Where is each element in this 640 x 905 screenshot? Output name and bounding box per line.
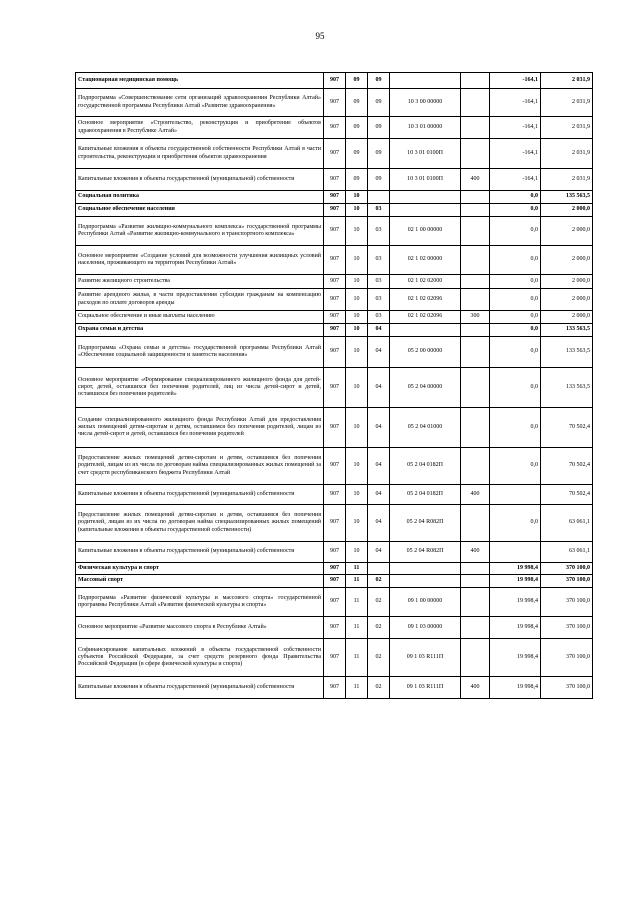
row-change-amount: -164,1: [490, 89, 541, 117]
row-subsection-code: 09: [368, 139, 390, 169]
row-change-amount: 0,0: [490, 408, 541, 448]
row-change-amount: -164,1: [490, 117, 541, 139]
row-total-amount: 370 100,0: [541, 588, 593, 617]
row-expense-type: [461, 117, 490, 139]
row-expense-type: [461, 204, 490, 217]
row-change-amount: -164,1: [490, 169, 541, 191]
row-section-code: 10: [346, 448, 368, 485]
row-section-code: 11: [346, 677, 368, 699]
row-subsection-code: 09: [368, 73, 390, 89]
row-expense-type: 300: [461, 311, 490, 324]
row-change-amount: 19 998,4: [490, 617, 541, 639]
row-subsection-code: 04: [368, 408, 390, 448]
row-total-amount: 63 061,1: [541, 505, 593, 542]
row-change-amount: -164,1: [490, 73, 541, 89]
row-target-code: 05 2 04 R082П: [390, 505, 461, 542]
row-target-code: 09 1 03 R111П: [390, 677, 461, 699]
row-target-code: [390, 575, 461, 588]
row-subsection-code: 02: [368, 677, 390, 699]
table-row: [76, 311, 593, 324]
row-subsection-code: 04: [368, 542, 390, 563]
row-ved-code: 907: [324, 169, 346, 191]
row-target-code: 02 1 02 02000: [390, 275, 461, 289]
row-change-amount: 0,0: [490, 448, 541, 485]
row-change-amount: 0,0: [490, 368, 541, 408]
row-ved-code: 907: [324, 324, 346, 337]
table-row: [76, 204, 593, 217]
row-subsection-code: 09: [368, 117, 390, 139]
row-target-code: 10 3 01 0100П: [390, 139, 461, 169]
row-name: Капитальные вложения в объекты государственной собственности Республики Алтай в части строительства, реконструкции и приобретения объектов здравоохранения: [76, 139, 324, 169]
row-change-amount: 0,0: [490, 289, 541, 311]
row-name: Социальное обеспечение и иные выплаты населению: [76, 311, 324, 324]
row-section-code: 10: [346, 324, 368, 337]
row-target-code: 05 2 00 00000: [390, 337, 461, 368]
table-row: [76, 73, 593, 89]
row-expense-type: [461, 246, 490, 275]
row-total-amount: 2 000,0: [541, 217, 593, 246]
row-name: Капитальные вложения в объекты государственной (муниципальной) собственности: [76, 542, 324, 563]
table-row: [76, 617, 593, 639]
row-change-amount: [490, 485, 541, 505]
table-row: [76, 588, 593, 617]
row-name: Охрана семьи и детства: [76, 324, 324, 337]
row-target-code: [390, 563, 461, 575]
row-subsection-code: 04: [368, 448, 390, 485]
row-ved-code: 907: [324, 337, 346, 368]
row-ved-code: 907: [324, 139, 346, 169]
row-subsection-code: 03: [368, 246, 390, 275]
row-change-amount: 19 998,4: [490, 575, 541, 588]
row-total-amount: 70 502,4: [541, 485, 593, 505]
row-section-code: 10: [346, 275, 368, 289]
table-row: [76, 563, 593, 575]
row-subsection-code: 03: [368, 217, 390, 246]
row-change-amount: 19 998,4: [490, 677, 541, 699]
row-target-code: 05 2 04 00000: [390, 368, 461, 408]
row-expense-type: [461, 337, 490, 368]
row-change-amount: 0,0: [490, 275, 541, 289]
row-name: Капитальные вложения в объекты государственной (муниципальной) собственности: [76, 677, 324, 699]
table-row: [76, 117, 593, 139]
row-section-code: 10: [346, 337, 368, 368]
row-section-code: 09: [346, 73, 368, 89]
row-section-code: 10: [346, 217, 368, 246]
table-row: [76, 289, 593, 311]
row-ved-code: 907: [324, 117, 346, 139]
row-section-code: 11: [346, 563, 368, 575]
row-total-amount: 370 100,0: [541, 563, 593, 575]
row-total-amount: 133 563,5: [541, 337, 593, 368]
row-section-code: 11: [346, 617, 368, 639]
row-expense-type: [461, 89, 490, 117]
row-section-code: 10: [346, 311, 368, 324]
row-expense-type: [461, 217, 490, 246]
table-row: [76, 408, 593, 448]
row-subsection-code: 03: [368, 275, 390, 289]
row-subsection-code: 04: [368, 485, 390, 505]
row-expense-type: [461, 275, 490, 289]
row-change-amount: 0,0: [490, 311, 541, 324]
row-expense-type: 400: [461, 677, 490, 699]
row-section-code: 10: [346, 542, 368, 563]
row-section-code: 10: [346, 505, 368, 542]
row-total-amount: 70 502,4: [541, 408, 593, 448]
row-subsection-code: 09: [368, 169, 390, 191]
row-subsection-code: 02: [368, 639, 390, 677]
row-name: Основное мероприятие «Строительство, реконструкция и приобретение объектов здравоохранения в Республике Алтай»: [76, 117, 324, 139]
row-total-amount: 370 100,0: [541, 575, 593, 588]
row-name: Подпрограмма «Охрана семьи и детства» государственной программы Республики Алтай «Обеспечение социальной защищенности и занятости населения»: [76, 337, 324, 368]
table-row: [76, 505, 593, 542]
row-change-amount: 0,0: [490, 191, 541, 204]
row-total-amount: 2 031,9: [541, 73, 593, 89]
row-name: Стационарная медицинская помощь: [76, 73, 324, 89]
row-expense-type: [461, 289, 490, 311]
row-name: Капитальные вложения в объекты государственной (муниципальной) собственности: [76, 169, 324, 191]
row-total-amount: 370 100,0: [541, 677, 593, 699]
row-ved-code: 907: [324, 204, 346, 217]
row-expense-type: [461, 448, 490, 485]
row-name: Развитие арендного жилья, в части предоставления субсидии гражданам на компенсацию расходов по оплате договоров аренды: [76, 289, 324, 311]
table-row: [76, 677, 593, 699]
row-ved-code: 907: [324, 485, 346, 505]
row-change-amount: 0,0: [490, 204, 541, 217]
row-section-code: 11: [346, 639, 368, 677]
table-row: [76, 542, 593, 563]
row-subsection-code: 02: [368, 588, 390, 617]
row-target-code: 09 1 03 R111П: [390, 639, 461, 677]
row-ved-code: 907: [324, 617, 346, 639]
row-name: Массовый спорт: [76, 575, 324, 588]
row-ved-code: 907: [324, 217, 346, 246]
row-section-code: 09: [346, 139, 368, 169]
row-total-amount: 2 000,0: [541, 275, 593, 289]
row-section-code: 11: [346, 575, 368, 588]
row-ved-code: 907: [324, 588, 346, 617]
row-subsection-code: 09: [368, 89, 390, 117]
row-section-code: 09: [346, 169, 368, 191]
row-expense-type: [461, 191, 490, 204]
table-row: [76, 217, 593, 246]
row-section-code: 10: [346, 368, 368, 408]
row-target-code: 09 1 00 00000: [390, 588, 461, 617]
row-total-amount: 2 031,9: [541, 117, 593, 139]
row-target-code: 02 1 00 00000: [390, 217, 461, 246]
row-ved-code: 907: [324, 542, 346, 563]
row-total-amount: 133 563,5: [541, 324, 593, 337]
row-target-code: 02 1 02 02096: [390, 289, 461, 311]
row-expense-type: [461, 617, 490, 639]
row-subsection-code: [368, 191, 390, 204]
row-expense-type: [461, 368, 490, 408]
row-target-code: 10 3 00 00000: [390, 89, 461, 117]
row-expense-type: [461, 505, 490, 542]
row-name: Подпрограмма «Совершенствование сети организаций здравоохранения Республики Алтай» государственной программы Республики Алтай «Развитие здравоохранения»: [76, 89, 324, 117]
row-target-code: 05 2 04 0182П: [390, 448, 461, 485]
row-change-amount: 0,0: [490, 217, 541, 246]
row-subsection-code: 03: [368, 204, 390, 217]
budget-table: [75, 72, 593, 699]
row-target-code: [390, 73, 461, 89]
row-name: Подпрограмма «Развитие жилищно-коммунального комплекса» государственной программы Республики Алтай «Развитие жилищно-коммунального и транспортного комплекса»: [76, 217, 324, 246]
row-ved-code: 907: [324, 563, 346, 575]
row-total-amount: 2 000,0: [541, 246, 593, 275]
row-change-amount: 0,0: [490, 505, 541, 542]
row-expense-type: 400: [461, 485, 490, 505]
row-ved-code: 907: [324, 575, 346, 588]
row-change-amount: 0,0: [490, 337, 541, 368]
table-row: [76, 639, 593, 677]
row-target-code: [390, 191, 461, 204]
row-section-code: 09: [346, 89, 368, 117]
row-target-code: 05 2 04 0182П: [390, 485, 461, 505]
row-section-code: 10: [346, 485, 368, 505]
row-expense-type: [461, 139, 490, 169]
row-section-code: 10: [346, 191, 368, 204]
row-name: Софинансирование капитальных вложений в объекты государственной собственности субъектов Российской Федерации, за счет средств резервного фонда Правительства Российской Федерации (в сфере физической культуры и спорта): [76, 639, 324, 677]
row-name: Основное мероприятие «Создание условий для возможности улучшения жилищных условий населения, проживающего на территории Республики Алтай»: [76, 246, 324, 275]
row-ved-code: 907: [324, 191, 346, 204]
row-subsection-code: 04: [368, 324, 390, 337]
row-target-code: [390, 324, 461, 337]
table-row: [76, 324, 593, 337]
row-name: Предоставление жилых помещений детям-сиротам и детям, оставшимся без попечения родителей, лицам из их числа по договорам найма специализированных жилых помещений за счет средств республиканского бюджета Республики Алтай: [76, 448, 324, 485]
row-target-code: 10 3 01 00000: [390, 117, 461, 139]
row-section-code: 10: [346, 408, 368, 448]
row-expense-type: [461, 588, 490, 617]
row-section-code: 09: [346, 117, 368, 139]
row-ved-code: 907: [324, 505, 346, 542]
table-row: [76, 575, 593, 588]
row-name: Основное мероприятие «Формирование специализированного жилищного фонда для детей-сирот, детей, оставшихся без попечения родителей, лиц из числа детей-сирот и детей, оставшихся без попечения родителей»: [76, 368, 324, 408]
row-ved-code: 907: [324, 639, 346, 677]
row-total-amount: 133 563,5: [541, 368, 593, 408]
row-ved-code: 907: [324, 368, 346, 408]
row-total-amount: 2 000,0: [541, 204, 593, 217]
row-ved-code: 907: [324, 246, 346, 275]
row-subsection-code: 02: [368, 617, 390, 639]
page-number: 95: [315, 31, 325, 41]
row-expense-type: [461, 575, 490, 588]
row-subsection-code: [368, 563, 390, 575]
row-change-amount: [490, 542, 541, 563]
row-name: Подпрограмма «Развитие физической культуры и массового спорта» государственной программы Республики Алтай «Развитие физической культуры и спорта»: [76, 588, 324, 617]
row-target-code: 09 1 03 00000: [390, 617, 461, 639]
row-name: Предоставление жилых помещений детям-сиротам и детям, оставшимся без попечения родителей, лицам из их числа по договорам найма специализированных жилых помещений (капитальные вложения в объекты государственной собственности): [76, 505, 324, 542]
table-row: [76, 191, 593, 204]
row-target-code: [390, 204, 461, 217]
row-target-code: 05 2 04 01000: [390, 408, 461, 448]
row-total-amount: 370 100,0: [541, 617, 593, 639]
row-section-code: 10: [346, 289, 368, 311]
row-target-code: 02 1 02 00000: [390, 246, 461, 275]
row-expense-type: 400: [461, 542, 490, 563]
row-expense-type: [461, 408, 490, 448]
row-name: Создание специализированного жилищного фонда Республики Алтай для предоставления жилых помещений детям-сиротам и детям, оставшимся без попечения родителей, лицам из числа детей-сирот и детей, оставшихся без попечения родителей: [76, 408, 324, 448]
row-expense-type: [461, 563, 490, 575]
row-total-amount: 370 100,0: [541, 639, 593, 677]
row-ved-code: 907: [324, 677, 346, 699]
row-ved-code: 907: [324, 73, 346, 89]
table-row: [76, 139, 593, 169]
table-row: [76, 169, 593, 191]
row-subsection-code: 03: [368, 289, 390, 311]
row-name: Развитие жилищного строительства: [76, 275, 324, 289]
row-change-amount: 0,0: [490, 324, 541, 337]
row-section-code: 10: [346, 246, 368, 275]
row-expense-type: 400: [461, 169, 490, 191]
table-row: [76, 246, 593, 275]
table-row: [76, 368, 593, 408]
row-total-amount: 2 031,9: [541, 139, 593, 169]
table-row: [76, 275, 593, 289]
row-subsection-code: 04: [368, 368, 390, 408]
row-total-amount: 135 563,5: [541, 191, 593, 204]
row-subsection-code: 04: [368, 505, 390, 542]
row-ved-code: 907: [324, 289, 346, 311]
row-change-amount: 19 998,4: [490, 588, 541, 617]
row-name: Социальная политика: [76, 191, 324, 204]
row-total-amount: 70 502,4: [541, 448, 593, 485]
row-expense-type: [461, 73, 490, 89]
row-ved-code: 907: [324, 448, 346, 485]
row-change-amount: 0,0: [490, 246, 541, 275]
row-ved-code: 907: [324, 275, 346, 289]
row-ved-code: 907: [324, 89, 346, 117]
row-subsection-code: 03: [368, 311, 390, 324]
table-row: [76, 448, 593, 485]
row-total-amount: 63 061,1: [541, 542, 593, 563]
row-subsection-code: 04: [368, 337, 390, 368]
table-row: [76, 337, 593, 368]
row-subsection-code: 02: [368, 575, 390, 588]
row-total-amount: 2 000,0: [541, 311, 593, 324]
row-change-amount: -164,1: [490, 139, 541, 169]
row-ved-code: 907: [324, 408, 346, 448]
row-section-code: 11: [346, 588, 368, 617]
row-name: Физическая культура и спорт: [76, 563, 324, 575]
row-total-amount: 2 031,9: [541, 169, 593, 191]
row-target-code: 05 2 04 R082П: [390, 542, 461, 563]
row-section-code: 10: [346, 204, 368, 217]
row-change-amount: 19 998,4: [490, 563, 541, 575]
row-name: Капитальные вложения в объекты государственной (муниципальной) собственности: [76, 485, 324, 505]
row-expense-type: [461, 639, 490, 677]
row-ved-code: 907: [324, 311, 346, 324]
row-expense-type: [461, 324, 490, 337]
row-total-amount: 2 031,9: [541, 89, 593, 117]
row-target-code: 10 3 01 0100П: [390, 169, 461, 191]
row-change-amount: 19 998,4: [490, 639, 541, 677]
row-total-amount: 2 000,0: [541, 289, 593, 311]
table-row: [76, 89, 593, 117]
table-row: [76, 485, 593, 505]
row-name: Основное мероприятие «Развитие массового спорта в Республике Алтай»: [76, 617, 324, 639]
row-name: Социальное обеспечение населения: [76, 204, 324, 217]
row-target-code: 02 1 02 02096: [390, 311, 461, 324]
